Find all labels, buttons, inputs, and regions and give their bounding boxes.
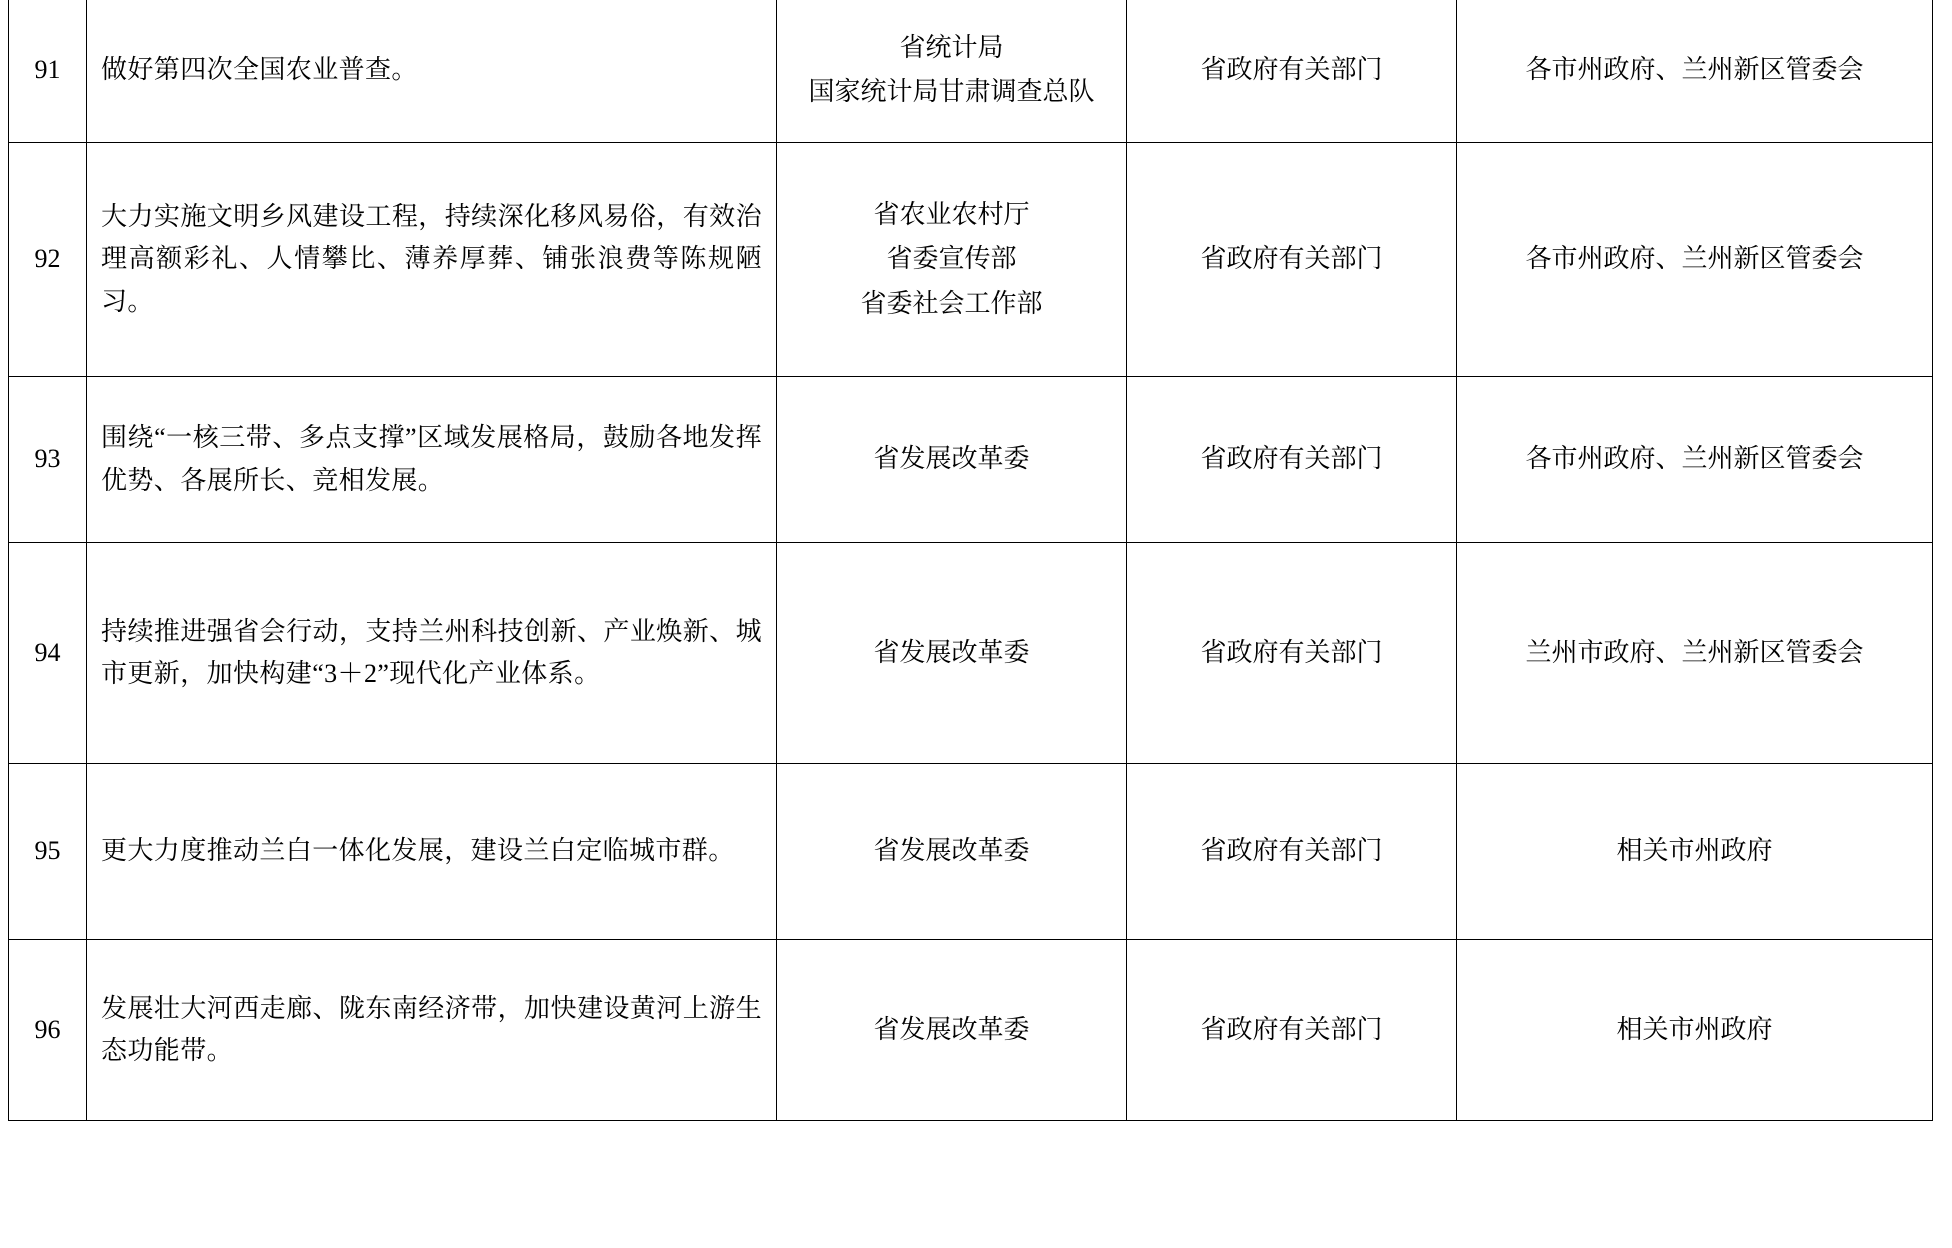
row-number: 95: [9, 764, 87, 940]
resp-unit-line: 相关市州政府: [1616, 836, 1773, 866]
row-lead-unit: [777, 0, 1127, 143]
table-row: [9, 377, 1933, 543]
table-row: [9, 543, 1933, 764]
lead-unit-line: 省统计局: [899, 32, 1004, 62]
resp-unit-line: 相关市州政府: [1616, 1014, 1773, 1044]
row-coop-unit: [1127, 0, 1457, 143]
table-row: [9, 764, 1933, 940]
row-resp-unit: [1457, 764, 1933, 940]
row-resp-unit: [1457, 543, 1933, 764]
row-task: 持续推进强省会行动，支持兰州科技创新、产业焕新、城市更新，加快构建“3＋2”现代化产业体系。: [87, 543, 777, 764]
row-number: 94: [9, 543, 87, 764]
row-coop-unit: [1127, 377, 1457, 543]
row-lead-unit: [777, 543, 1127, 764]
row-resp-unit: [1457, 940, 1933, 1121]
row-number: 92: [9, 143, 87, 377]
row-lead-unit: [777, 764, 1127, 940]
resp-unit-line: 各市州政府、兰州新区管委会: [1525, 244, 1864, 274]
row-coop-unit: [1127, 764, 1457, 940]
lead-unit-line: 省发展改革委: [873, 444, 1030, 474]
coop-unit-line: 省政府有关部门: [1200, 836, 1383, 866]
row-resp-unit: [1457, 0, 1933, 143]
row-lead-unit: [777, 377, 1127, 543]
task-table: [8, 0, 1933, 1121]
row-task: 大力实施文明乡风建设工程，持续深化移风易俗，有效治理高额彩礼、人情攀比、薄养厚葬、铺张浪费等陈规陋习。: [87, 143, 777, 377]
coop-unit-line: 省政府有关部门: [1200, 54, 1383, 84]
resp-unit-line: 各市州政府、兰州新区管委会: [1525, 444, 1864, 474]
coop-unit-line: 省政府有关部门: [1200, 637, 1383, 667]
lead-unit-line: 国家统计局甘肃调查总队: [808, 77, 1095, 106]
lead-unit-line: 省委社会工作部: [860, 288, 1043, 318]
table-row: [9, 143, 1933, 377]
row-number: 91: [9, 0, 87, 143]
row-task: 围绕“一核三带、多点支撑”区域发展格局，鼓励各地发挥优势、各展所长、竞相发展。: [87, 377, 777, 543]
row-resp-unit: [1457, 143, 1933, 377]
resp-unit-line: 各市州政府、兰州新区管委会: [1525, 54, 1864, 84]
lead-unit-line: 省发展改革委: [873, 836, 1030, 866]
lead-unit-line: 省发展改革委: [873, 1014, 1030, 1044]
row-coop-unit: [1127, 940, 1457, 1121]
table-row: [9, 940, 1933, 1121]
row-task: 发展壮大河西走廊、陇东南经济带，加快建设黄河上游生态功能带。: [87, 940, 777, 1121]
lead-unit-line: 省委宣传部: [886, 244, 1017, 274]
coop-unit-line: 省政府有关部门: [1200, 444, 1383, 474]
coop-unit-line: 省政府有关部门: [1200, 244, 1383, 274]
row-task: 做好第四次全国农业普查。: [87, 0, 777, 143]
lead-unit-line: 省发展改革委: [873, 637, 1030, 667]
table-row: [9, 0, 1933, 143]
lead-unit-line: 省农业农村厅: [873, 200, 1030, 230]
row-resp-unit: [1457, 377, 1933, 543]
row-lead-unit: [777, 940, 1127, 1121]
row-coop-unit: [1127, 543, 1457, 764]
row-number: 93: [9, 377, 87, 543]
coop-unit-line: 省政府有关部门: [1200, 1014, 1383, 1044]
row-number: 96: [9, 940, 87, 1121]
row-lead-unit: [777, 143, 1127, 377]
row-coop-unit: [1127, 143, 1457, 377]
resp-unit-line: 兰州市政府、兰州新区管委会: [1525, 637, 1864, 667]
row-task: 更大力度推动兰白一体化发展，建设兰白定临城市群。: [87, 764, 777, 940]
